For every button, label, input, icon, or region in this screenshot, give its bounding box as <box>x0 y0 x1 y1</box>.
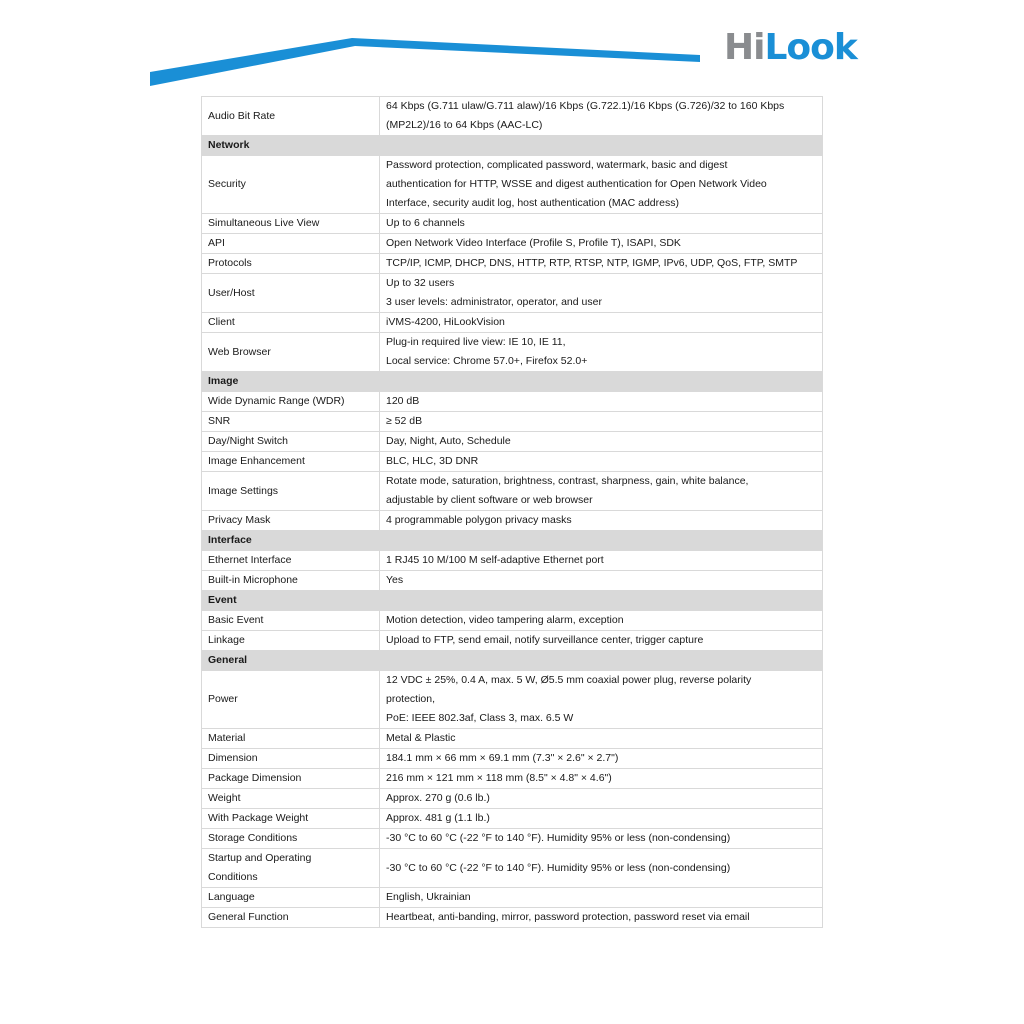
spec-row <box>202 333 823 372</box>
spec-value-line: Up to 32 users <box>386 277 455 289</box>
spec-value-line: 120 dB <box>386 395 420 407</box>
spec-row <box>202 849 823 888</box>
spec-row <box>202 769 823 789</box>
spec-value-line: Rotate mode, saturation, brightness, contrast, sharpness, gain, white balance, <box>386 475 749 487</box>
spec-value-line: -30 °C to 60 °C (-22 °F to 140 °F). Humidity 95% or less (non-condensing) <box>386 861 731 874</box>
spec-label: Wide Dynamic Range (WDR) <box>202 392 380 412</box>
spec-label: Ethernet Interface <box>202 551 380 571</box>
spec-label: Image Enhancement <box>202 452 380 472</box>
spec-value <box>380 333 823 372</box>
spec-value <box>380 97 823 136</box>
spec-value-line: PoE: IEEE 802.3af, Class 3, max. 6.5 W <box>386 712 574 724</box>
specification-table-body <box>202 97 823 928</box>
spec-value-line: adjustable by client software or web browser <box>386 494 593 506</box>
spec-row <box>202 234 823 254</box>
header-banner-stripe <box>0 0 1024 95</box>
spec-value-line: Open Network Video Interface (Profile S, Profile T), ISAPI, SDK <box>386 237 681 249</box>
spec-label <box>202 849 380 888</box>
spec-value-line: Local service: Chrome 57.0+, Firefox 52.0+ <box>386 355 588 367</box>
spec-value <box>380 452 823 472</box>
spec-value <box>380 829 823 849</box>
spec-label: Power <box>202 671 380 729</box>
spec-value-line: Approx. 481 g (1.1 lb.) <box>386 812 490 824</box>
spec-value-line: authentication for HTTP, WSSE and digest authentication for Open Network Video <box>386 178 767 190</box>
spec-row <box>202 571 823 591</box>
spec-label: Simultaneous Live View <box>202 214 380 234</box>
section-header-row <box>202 591 823 611</box>
spec-value <box>380 551 823 571</box>
spec-label: Image Settings <box>202 472 380 511</box>
spec-value <box>380 631 823 651</box>
section-title: General <box>202 651 823 671</box>
spec-label: Language <box>202 888 380 908</box>
spec-value-line: Plug-in required live view: IE 10, IE 11, <box>386 336 566 348</box>
spec-row <box>202 631 823 651</box>
spec-value-line: Approx. 270 g (0.6 lb.) <box>386 792 490 804</box>
spec-value <box>380 809 823 829</box>
spec-label-line: Startup and Operating <box>208 852 312 864</box>
spec-label: User/Host <box>202 274 380 313</box>
spec-label: Security <box>202 156 380 214</box>
spec-value-line: Yes <box>386 574 404 586</box>
spec-value <box>380 472 823 511</box>
spec-value <box>380 214 823 234</box>
spec-row <box>202 829 823 849</box>
spec-value <box>380 849 823 888</box>
spec-row <box>202 452 823 472</box>
specification-table <box>201 96 823 928</box>
spec-value <box>380 888 823 908</box>
spec-row <box>202 671 823 729</box>
spec-value-line: 216 mm × 121 mm × 118 mm (8.5" × 4.8" × 4.6") <box>386 772 612 784</box>
spec-value-line: iVMS-4200, HiLookVision <box>386 316 505 328</box>
spec-value <box>380 511 823 531</box>
spec-label-line: Conditions <box>208 871 258 883</box>
spec-value <box>380 392 823 412</box>
spec-row <box>202 97 823 136</box>
logo-look: Look <box>764 27 857 68</box>
spec-row <box>202 214 823 234</box>
spec-value-line: BLC, HLC, 3D DNR <box>386 455 479 467</box>
spec-value <box>380 789 823 809</box>
spec-value <box>380 749 823 769</box>
section-title: Interface <box>202 531 823 551</box>
spec-row <box>202 254 823 274</box>
spec-value <box>380 156 823 214</box>
spec-value-line: Heartbeat, anti-banding, mirror, password protection, password reset via email <box>386 911 750 923</box>
spec-label: SNR <box>202 412 380 432</box>
section-title: Network <box>202 136 823 156</box>
spec-value <box>380 274 823 313</box>
spec-value-line: 1 RJ45 10 M/100 M self-adaptive Ethernet port <box>386 554 604 566</box>
spec-label: Linkage <box>202 631 380 651</box>
spec-row <box>202 156 823 214</box>
spec-value <box>380 234 823 254</box>
section-title: Event <box>202 591 823 611</box>
spec-row <box>202 511 823 531</box>
spec-label: API <box>202 234 380 254</box>
spec-label: Built-in Microphone <box>202 571 380 591</box>
spec-row <box>202 313 823 333</box>
spec-value <box>380 908 823 928</box>
spec-value <box>380 571 823 591</box>
spec-label: Package Dimension <box>202 769 380 789</box>
spec-label: Client <box>202 313 380 333</box>
spec-value-line: 4 programmable polygon privacy masks <box>386 514 572 526</box>
spec-value <box>380 611 823 631</box>
spec-value-line: Metal & Plastic <box>386 732 456 744</box>
spec-label: With Package Weight <box>202 809 380 829</box>
spec-row <box>202 908 823 928</box>
spec-label: Audio Bit Rate <box>202 97 380 136</box>
section-title: Image <box>202 372 823 392</box>
spec-label: Privacy Mask <box>202 511 380 531</box>
page-header <box>0 0 1024 95</box>
section-header-row <box>202 136 823 156</box>
spec-value <box>380 671 823 729</box>
spec-label: Material <box>202 729 380 749</box>
spec-row <box>202 729 823 749</box>
spec-row <box>202 412 823 432</box>
section-header-row <box>202 531 823 551</box>
spec-value-line: English, Ukrainian <box>386 891 471 903</box>
spec-value-line: Day, Night, Auto, Schedule <box>386 435 511 447</box>
spec-value <box>380 729 823 749</box>
spec-row <box>202 392 823 412</box>
spec-value-line: Upload to FTP, send email, notify surveillance center, trigger capture <box>386 634 704 646</box>
spec-row <box>202 888 823 908</box>
spec-row <box>202 432 823 452</box>
spec-value-line: Up to 6 channels <box>386 217 465 229</box>
spec-value <box>380 432 823 452</box>
spec-label: Web Browser <box>202 333 380 372</box>
spec-row <box>202 274 823 313</box>
spec-label: Day/Night Switch <box>202 432 380 452</box>
spec-label: General Function <box>202 908 380 928</box>
spec-value-line: ≥ 52 dB <box>386 415 423 427</box>
spec-value-line: 184.1 mm × 66 mm × 69.1 mm (7.3" × 2.6" × 2.7") <box>386 752 619 764</box>
section-header-row <box>202 372 823 392</box>
spec-value <box>380 769 823 789</box>
spec-label: Weight <box>202 789 380 809</box>
spec-label: Storage Conditions <box>202 829 380 849</box>
spec-value-line: TCP/IP, ICMP, DHCP, DNS, HTTP, RTP, RTSP, NTP, IGMP, IPv6, UDP, QoS, FTP, SMTP <box>386 257 798 269</box>
spec-row <box>202 789 823 809</box>
logo-hi: Hi <box>724 27 765 68</box>
spec-row <box>202 749 823 769</box>
hilook-logo <box>724 28 857 68</box>
spec-value-line: Password protection, complicated password, watermark, basic and digest <box>386 159 728 171</box>
spec-label: Protocols <box>202 254 380 274</box>
spec-value-line: protection, <box>386 693 436 705</box>
section-header-row <box>202 651 823 671</box>
spec-row <box>202 551 823 571</box>
spec-value-line: (MP2L2)/16 to 64 Kbps (AAC-LC) <box>386 119 543 131</box>
spec-value <box>380 412 823 432</box>
spec-value <box>380 254 823 274</box>
spec-value-line: -30 °C to 60 °C (-22 °F to 140 °F). Humidity 95% or less (non-condensing) <box>386 832 731 844</box>
spec-value-line: 64 Kbps (G.711 ulaw/G.711 alaw)/16 Kbps (G.722.1)/16 Kbps (G.726)/32 to 160 Kbps <box>386 100 785 112</box>
spec-value-line: 12 VDC ± 25%, 0.4 A, max. 5 W, Ø5.5 mm coaxial power plug, reverse polarity <box>386 674 752 686</box>
spec-value <box>380 313 823 333</box>
spec-row <box>202 611 823 631</box>
spec-row <box>202 809 823 829</box>
spec-value-line: Motion detection, video tampering alarm, exception <box>386 614 624 626</box>
spec-value-line: Interface, security audit log, host authentication (MAC address) <box>386 197 679 209</box>
spec-label: Dimension <box>202 749 380 769</box>
spec-row <box>202 472 823 511</box>
spec-label: Basic Event <box>202 611 380 631</box>
spec-value-line: 3 user levels: administrator, operator, and user <box>386 296 602 308</box>
